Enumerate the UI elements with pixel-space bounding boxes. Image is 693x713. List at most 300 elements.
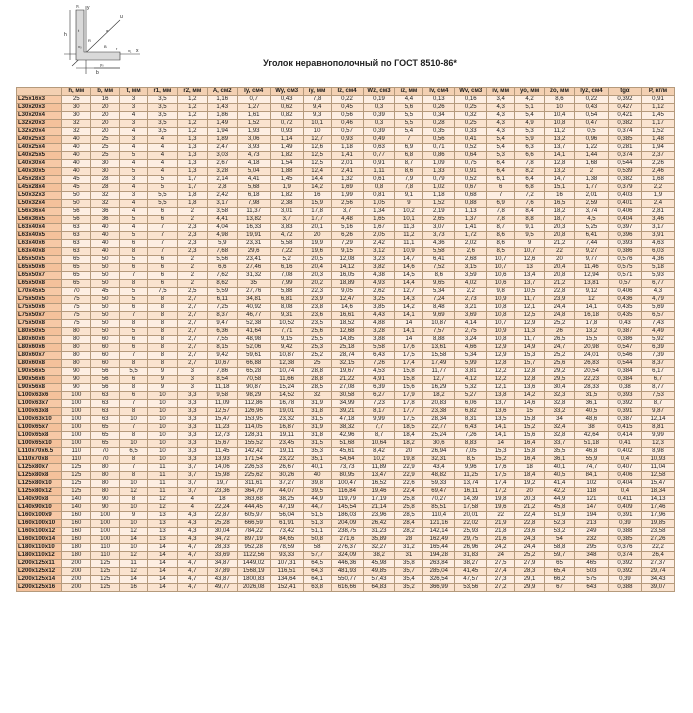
value-cell: 14,2 bbox=[515, 392, 545, 400]
value-cell: 12,8 bbox=[515, 368, 545, 376]
profile-name-cell: L160x100x14 bbox=[17, 536, 62, 544]
value-cell: 4,49 bbox=[641, 328, 674, 336]
value-cell: 4 bbox=[147, 144, 177, 152]
value-cell: 2,7 bbox=[177, 320, 207, 328]
value-cell: 8 bbox=[147, 336, 177, 344]
value-cell: 8 bbox=[120, 456, 148, 464]
table-row bbox=[17, 568, 675, 576]
value-cell: 3,81 bbox=[455, 368, 487, 376]
value-cell: 11 bbox=[147, 480, 177, 488]
value-cell: 20,2 bbox=[303, 280, 331, 288]
value-cell: 0,539 bbox=[608, 168, 641, 176]
value-cell: 21,22 bbox=[331, 376, 363, 384]
value-cell: 11 bbox=[147, 464, 177, 472]
value-cell: 38,25 bbox=[270, 496, 303, 504]
profile-name-cell: L100x63x10 bbox=[17, 416, 62, 424]
value-cell: 2,14 bbox=[207, 176, 237, 184]
value-cell: 21,2 bbox=[515, 504, 545, 512]
value-cell: 13 bbox=[147, 512, 177, 520]
value-cell: 15,3 bbox=[487, 448, 515, 456]
value-cell: 51,68 bbox=[331, 440, 363, 448]
value-cell: 0,52 bbox=[455, 176, 487, 184]
value-cell: 13,4 bbox=[515, 272, 545, 280]
value-cell: 29,1 bbox=[515, 576, 545, 584]
value-cell: 0,406 bbox=[608, 288, 641, 296]
value-cell: 13,61 bbox=[423, 344, 455, 352]
value-cell: 12,7 bbox=[423, 376, 455, 384]
value-cell: 7,55 bbox=[207, 336, 237, 344]
value-cell: 0,382 bbox=[608, 120, 641, 128]
value-cell: 7,5 bbox=[147, 288, 177, 296]
column-header bbox=[17, 88, 62, 96]
value-cell: 23,31 bbox=[237, 240, 270, 248]
value-cell: 27,08 bbox=[331, 384, 363, 392]
value-cell: 23,58 bbox=[641, 528, 674, 536]
value-cell: 17,4 bbox=[487, 480, 515, 488]
value-cell: 4,63 bbox=[641, 240, 674, 248]
value-cell: 34,81 bbox=[237, 296, 270, 304]
value-cell: 3,01 bbox=[270, 208, 303, 216]
value-cell: 8,5 bbox=[455, 456, 487, 464]
value-cell: 24,8 bbox=[545, 312, 575, 320]
value-cell: 0,3 bbox=[363, 104, 395, 112]
table-row bbox=[17, 160, 675, 168]
column-header: Wz, см3 bbox=[363, 88, 395, 96]
value-cell: 2,2 bbox=[455, 288, 487, 296]
value-cell: 11,2 bbox=[395, 232, 423, 240]
value-cell: 0,77 bbox=[363, 152, 395, 160]
value-cell: 125 bbox=[91, 584, 120, 592]
value-cell: 1,2 bbox=[177, 120, 207, 128]
value-cell: 50 bbox=[91, 296, 120, 304]
diagram-label-y0: y₀ bbox=[100, 62, 104, 67]
value-cell: 35,89 bbox=[363, 536, 395, 544]
value-cell: 0,32 bbox=[455, 112, 487, 120]
diagram-label-h: h bbox=[64, 32, 67, 38]
value-cell: 13,5 bbox=[487, 416, 515, 424]
value-cell: 11,3 bbox=[395, 224, 423, 232]
value-cell: 1,34 bbox=[363, 208, 395, 216]
value-cell: 8 bbox=[120, 408, 148, 416]
value-cell: 3 bbox=[177, 384, 207, 392]
value-cell: 4 bbox=[120, 200, 148, 208]
value-cell: 24,4 bbox=[515, 544, 545, 552]
value-cell: 0,404 bbox=[608, 216, 641, 224]
value-cell: 38,32 bbox=[331, 424, 363, 432]
value-cell: 5,25 bbox=[574, 224, 608, 232]
value-cell: 3,5 bbox=[147, 120, 177, 128]
value-cell: 0,34 bbox=[423, 112, 455, 120]
value-cell: 7,8 bbox=[303, 96, 331, 104]
value-cell: 6,43 bbox=[455, 424, 487, 432]
value-cell: 28 bbox=[91, 176, 120, 184]
value-cell: 1,69 bbox=[331, 184, 363, 192]
value-cell: 1,2 bbox=[177, 96, 207, 104]
value-cell: 7 bbox=[120, 400, 148, 408]
value-cell: 0,68 bbox=[455, 192, 487, 200]
value-cell: 4,5 bbox=[574, 216, 608, 224]
value-cell: 1,18 bbox=[331, 144, 363, 152]
value-cell: 11,46 bbox=[574, 264, 608, 272]
value-cell: 7 bbox=[120, 312, 148, 320]
value-cell: 4 bbox=[120, 208, 148, 216]
value-cell: 20 bbox=[91, 120, 120, 128]
value-cell: 1,82 bbox=[270, 152, 303, 160]
table-row bbox=[17, 408, 675, 416]
table-row bbox=[17, 192, 675, 200]
value-cell: 0,54 bbox=[574, 112, 608, 120]
value-cell: 200 bbox=[62, 560, 91, 568]
value-cell: 0,401 bbox=[608, 200, 641, 208]
value-cell: 42,96 bbox=[331, 432, 363, 440]
value-cell: 1,89 bbox=[207, 136, 237, 144]
value-cell: 73,42 bbox=[270, 528, 303, 536]
value-cell: 7 bbox=[147, 224, 177, 232]
value-cell: 38,27 bbox=[455, 560, 487, 568]
value-cell: 34,99 bbox=[331, 400, 363, 408]
value-cell: 4,7 bbox=[177, 576, 207, 584]
value-cell: 8,42 bbox=[363, 448, 395, 456]
value-cell: 4,3 bbox=[487, 104, 515, 112]
value-cell: 125 bbox=[62, 488, 91, 496]
value-cell: 11 bbox=[120, 560, 148, 568]
value-cell: 10,87 bbox=[423, 320, 455, 328]
value-cell: 1,77 bbox=[574, 184, 608, 192]
value-cell: 50 bbox=[62, 192, 91, 200]
value-cell: 3,7 bbox=[177, 472, 207, 480]
value-cell: 4,04 bbox=[207, 224, 237, 232]
profile-name-cell: L200x125x11 bbox=[17, 560, 62, 568]
value-cell: 90 bbox=[91, 504, 120, 512]
value-cell: 14,13 bbox=[641, 496, 674, 504]
value-cell: 15,24 bbox=[270, 384, 303, 392]
value-cell: 0,3 bbox=[363, 120, 395, 128]
value-cell: 3,58 bbox=[207, 208, 237, 216]
table-row bbox=[17, 576, 675, 584]
value-cell: 7,08 bbox=[270, 272, 303, 280]
value-cell: 51,3 bbox=[303, 520, 331, 528]
value-cell: 465 bbox=[574, 560, 608, 568]
table-row bbox=[17, 464, 675, 472]
value-cell: 59,7 bbox=[545, 552, 575, 560]
value-cell: 8,4 bbox=[515, 208, 545, 216]
value-cell: 50 bbox=[91, 264, 120, 272]
profile-name-cell: L200x125x16 bbox=[17, 584, 62, 592]
value-cell: 16,4 bbox=[515, 440, 545, 448]
value-cell: 12,58 bbox=[641, 472, 674, 480]
value-cell: 4,41 bbox=[207, 216, 237, 224]
value-cell: 31,32 bbox=[237, 272, 270, 280]
value-cell: 0,45 bbox=[331, 104, 363, 112]
value-cell: 18,5 bbox=[395, 424, 423, 432]
value-cell: 63 bbox=[62, 248, 91, 256]
value-cell: 0,91 bbox=[641, 96, 674, 104]
value-cell: 17,9 bbox=[395, 392, 423, 400]
value-cell: 12,47 bbox=[331, 296, 363, 304]
profile-name-cell: L30x20x3 bbox=[17, 104, 62, 112]
value-cell: 3 bbox=[177, 368, 207, 376]
value-cell: 4,12 bbox=[455, 376, 487, 384]
value-cell: 110,4 bbox=[423, 512, 455, 520]
value-cell: 1,9 bbox=[270, 184, 303, 192]
value-cell: 6,39 bbox=[363, 384, 395, 392]
value-cell: 14 bbox=[147, 560, 177, 568]
value-cell: 10,5 bbox=[515, 288, 545, 296]
value-cell: 59,61 bbox=[237, 352, 270, 360]
table-row bbox=[17, 584, 675, 592]
value-cell: 12 bbox=[120, 528, 148, 536]
value-cell: 21,2 bbox=[545, 240, 575, 248]
value-cell: 65 bbox=[91, 440, 120, 448]
value-cell: 4,43 bbox=[363, 312, 395, 320]
value-cell: 2,02 bbox=[455, 240, 487, 248]
table-row bbox=[17, 104, 675, 112]
value-cell: 2 bbox=[177, 216, 207, 224]
value-cell: 14 bbox=[147, 584, 177, 592]
value-cell: 6 bbox=[147, 208, 177, 216]
value-cell: 19,6 bbox=[303, 248, 331, 256]
value-cell: 50 bbox=[91, 320, 120, 328]
value-cell: 3,85 bbox=[363, 304, 395, 312]
value-cell: 119,79 bbox=[331, 496, 363, 504]
value-cell: 0,25 bbox=[455, 120, 487, 128]
value-cell: 13,7 bbox=[515, 280, 545, 288]
value-cell: 0,67 bbox=[455, 184, 487, 192]
value-cell: 29,2 bbox=[545, 368, 575, 376]
value-cell: 142,42 bbox=[237, 448, 270, 456]
value-cell: 7 bbox=[147, 248, 177, 256]
value-cell: 0,33 bbox=[455, 128, 487, 136]
value-cell: 40 bbox=[62, 152, 91, 160]
value-cell: 20,5 bbox=[303, 256, 331, 264]
value-cell: 1,52 bbox=[237, 120, 270, 128]
angle-section-diagram bbox=[60, 2, 142, 76]
value-cell: 50 bbox=[62, 200, 91, 208]
profile-name-cell: L200x125x12 bbox=[17, 568, 62, 576]
value-cell: 0,52 bbox=[455, 144, 487, 152]
value-cell: 5 bbox=[120, 232, 148, 240]
value-cell: 0,421 bbox=[608, 112, 641, 120]
value-cell: 17,5 bbox=[487, 472, 515, 480]
table-row bbox=[17, 200, 675, 208]
value-cell: 1,94 bbox=[641, 144, 674, 152]
value-cell: 14 bbox=[487, 440, 515, 448]
diagram-label-x: x bbox=[136, 48, 139, 54]
value-cell: 1449,02 bbox=[237, 560, 270, 568]
value-cell: 18,2 bbox=[395, 440, 423, 448]
value-cell: 80 bbox=[62, 352, 91, 360]
value-cell: 30,26 bbox=[270, 472, 303, 480]
value-cell: 2,6 bbox=[455, 248, 487, 256]
value-cell: 13 bbox=[147, 536, 177, 544]
value-cell: 14 bbox=[147, 576, 177, 584]
value-cell: 5,69 bbox=[641, 304, 674, 312]
value-cell: 31,83 bbox=[455, 552, 487, 560]
table-row bbox=[17, 544, 675, 552]
value-cell: 47,18 bbox=[331, 416, 363, 424]
column-header: t, мм bbox=[120, 88, 148, 96]
value-cell: 5 bbox=[147, 184, 177, 192]
value-cell: 7,24 bbox=[423, 296, 455, 304]
value-cell: 20 bbox=[545, 256, 575, 264]
value-cell: 142,14 bbox=[423, 528, 455, 536]
value-cell: 7,05 bbox=[455, 448, 487, 456]
value-cell: 28,5 bbox=[395, 512, 423, 520]
value-cell: 160 bbox=[62, 520, 91, 528]
value-cell: 14 bbox=[120, 536, 148, 544]
table-row bbox=[17, 520, 675, 528]
table-row bbox=[17, 272, 675, 280]
value-cell: 20,4 bbox=[545, 264, 575, 272]
value-cell: 30,58 bbox=[331, 392, 363, 400]
table-row bbox=[17, 480, 675, 488]
profile-name-cell: L80x60x8 bbox=[17, 360, 62, 368]
value-cell: 34,43 bbox=[641, 576, 674, 584]
value-cell: 8 bbox=[147, 296, 177, 304]
value-cell: 8,2 bbox=[515, 168, 545, 176]
value-cell: 0,435 bbox=[608, 312, 641, 320]
value-cell: 446,36 bbox=[331, 560, 363, 568]
value-cell: 7,23 bbox=[363, 400, 395, 408]
value-cell: 0,35 bbox=[423, 128, 455, 136]
value-cell: 85,51 bbox=[423, 504, 455, 512]
value-cell: 80 bbox=[62, 328, 91, 336]
value-cell: 10,1 bbox=[303, 120, 331, 128]
value-cell: 80 bbox=[91, 464, 120, 472]
value-cell: 41,64 bbox=[237, 328, 270, 336]
value-cell: 40 bbox=[91, 224, 120, 232]
value-cell: 10,9 bbox=[395, 248, 423, 256]
value-cell: 0,544 bbox=[608, 360, 641, 368]
value-cell: 5 bbox=[120, 216, 148, 224]
table-row bbox=[17, 264, 675, 272]
value-cell: 7,2 bbox=[515, 192, 545, 200]
value-cell: 80 bbox=[91, 488, 120, 496]
value-cell: 7,68 bbox=[207, 248, 237, 256]
value-cell: 3,91 bbox=[641, 232, 674, 240]
value-cell: 8,37 bbox=[207, 312, 237, 320]
value-cell: 23,32 bbox=[270, 416, 303, 424]
value-cell: 4 bbox=[120, 144, 148, 152]
value-cell: 1,3 bbox=[177, 144, 207, 152]
value-cell: 5,6 bbox=[395, 104, 423, 112]
value-cell: 3,3 bbox=[177, 408, 207, 416]
value-cell: 40,5 bbox=[574, 408, 608, 416]
value-cell: 8,48 bbox=[423, 304, 455, 312]
value-cell: 23,9 bbox=[303, 296, 331, 304]
value-cell: 0,403 bbox=[608, 192, 641, 200]
value-cell: 34,87 bbox=[207, 560, 237, 568]
value-cell: 0,374 bbox=[608, 552, 641, 560]
value-cell: 10,6 bbox=[487, 280, 515, 288]
value-cell: 5,18 bbox=[641, 264, 674, 272]
profile-name-cell: L65x50x5 bbox=[17, 256, 62, 264]
value-cell: 44,9 bbox=[545, 496, 575, 504]
value-cell: 6,6 bbox=[207, 264, 237, 272]
value-cell: 194 bbox=[574, 512, 608, 520]
value-cell: 4,36 bbox=[423, 240, 455, 248]
value-cell: 3,7 bbox=[177, 464, 207, 472]
value-cell: 0,435 bbox=[608, 304, 641, 312]
table-row bbox=[17, 552, 675, 560]
value-cell: 5,59 bbox=[207, 288, 237, 296]
value-cell: 100 bbox=[62, 432, 91, 440]
value-cell: 12,57 bbox=[207, 408, 237, 416]
value-cell: 180 bbox=[62, 552, 91, 560]
value-cell: 3,5 bbox=[147, 104, 177, 112]
value-cell: 63 bbox=[62, 240, 91, 248]
value-cell: 285,04 bbox=[423, 568, 455, 576]
value-cell: 25,93 bbox=[455, 528, 487, 536]
value-cell: 11,89 bbox=[363, 464, 395, 472]
value-cell: 26,4 bbox=[641, 552, 674, 560]
value-cell: 2,7 bbox=[177, 304, 207, 312]
value-cell: 3,3 bbox=[177, 448, 207, 456]
value-cell: 25,18 bbox=[331, 344, 363, 352]
value-cell: 363,68 bbox=[237, 496, 270, 504]
value-cell: 64,1 bbox=[303, 576, 331, 584]
value-cell: 1,94 bbox=[207, 128, 237, 136]
value-cell: 7,25 bbox=[207, 304, 237, 312]
value-cell: 55,9 bbox=[574, 456, 608, 464]
value-cell: 8,17 bbox=[363, 408, 395, 416]
table-row bbox=[17, 344, 675, 352]
profile-name-cell: L45x28x3 bbox=[17, 176, 62, 184]
value-cell: 1,37 bbox=[455, 216, 487, 224]
profile-name-cell: L140x90x8 bbox=[17, 496, 62, 504]
value-cell: 22,24 bbox=[207, 504, 237, 512]
value-cell: 2,7 bbox=[177, 360, 207, 368]
value-cell: 65 bbox=[91, 424, 120, 432]
value-cell: 100 bbox=[91, 528, 120, 536]
profile-name-cell: L90x56x6 bbox=[17, 376, 62, 384]
value-cell: 22 bbox=[487, 512, 515, 520]
value-cell: 4,7 bbox=[177, 552, 207, 560]
value-cell: 3,69 bbox=[455, 312, 487, 320]
value-cell: 1,41 bbox=[331, 152, 363, 160]
value-cell: 6 bbox=[120, 344, 148, 352]
profile-name-cell: L50x32x4 bbox=[17, 200, 62, 208]
value-cell: 45 bbox=[91, 288, 120, 296]
value-cell: 180 bbox=[62, 544, 91, 552]
value-cell: 2,7 bbox=[177, 352, 207, 360]
value-cell: 3,82 bbox=[363, 264, 395, 272]
value-cell: 74,7 bbox=[574, 464, 608, 472]
value-cell: 5,58 bbox=[363, 344, 395, 352]
value-cell: 4,91 bbox=[363, 376, 395, 384]
value-cell: 11,09 bbox=[207, 400, 237, 408]
value-cell: 0,415 bbox=[608, 424, 641, 432]
value-cell: 0,392 bbox=[608, 568, 641, 576]
value-cell: 5,5 bbox=[395, 120, 423, 128]
profile-name-cell: L45x28x4 bbox=[17, 184, 62, 192]
value-cell: 8,6 bbox=[395, 168, 423, 176]
value-cell: 12,94 bbox=[574, 272, 608, 280]
value-cell: 2,01 bbox=[574, 192, 608, 200]
table-row bbox=[17, 112, 675, 120]
profile-name-cell: L32x20x4 bbox=[17, 128, 62, 136]
table-row bbox=[17, 320, 675, 328]
value-cell: 100 bbox=[62, 408, 91, 416]
value-cell: 4,9 bbox=[515, 120, 545, 128]
value-cell: 1,49 bbox=[207, 120, 237, 128]
value-cell: 7,86 bbox=[207, 368, 237, 376]
table-row bbox=[17, 144, 675, 152]
value-cell: 12,4 bbox=[303, 168, 331, 176]
value-cell: 4,02 bbox=[455, 280, 487, 288]
value-cell: 1,2 bbox=[177, 104, 207, 112]
value-cell: 12,8 bbox=[515, 376, 545, 384]
